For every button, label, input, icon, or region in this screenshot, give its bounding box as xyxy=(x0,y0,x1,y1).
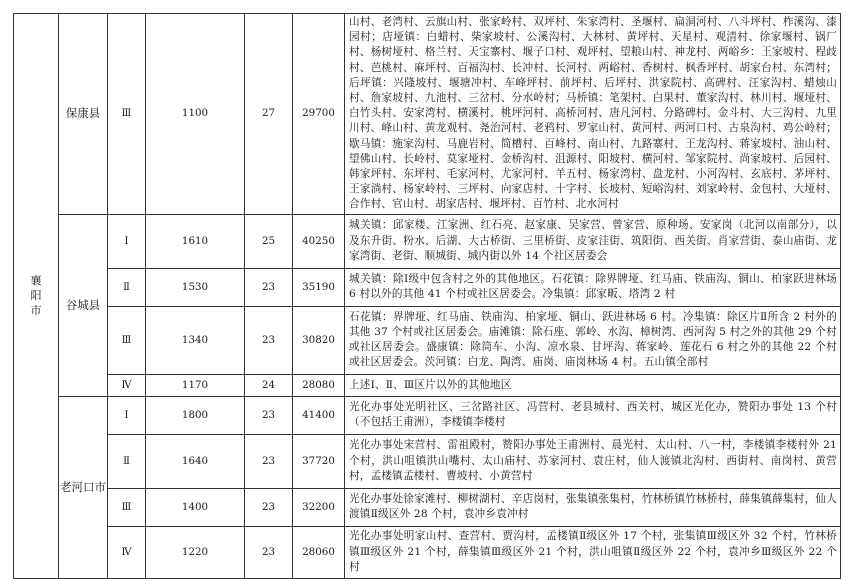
total-cell: 41400 xyxy=(293,396,345,434)
grade-cell: Ⅱ xyxy=(108,434,146,488)
coef-cell: 25 xyxy=(245,214,293,268)
coef-cell: 23 xyxy=(245,526,293,578)
table-row xyxy=(14,488,841,526)
price-cell: 1640 xyxy=(146,434,245,488)
areas-cell: 光化办事处徐家滩村、柳树湖村、辛店岗村，张集镇张集村，竹林桥镇竹林桥村，薛集镇薛集村，仙人渡镇Ⅱ级区外 28 个村，袁冲乡袁冲村 xyxy=(345,488,841,526)
coef-cell: 23 xyxy=(245,434,293,488)
price-cell: 1400 xyxy=(146,488,245,526)
price-cell: 1800 xyxy=(146,396,245,434)
grade-cell: Ⅰ xyxy=(108,214,146,268)
areas-cell: 石花镇：界牌垭、红马庙、铁庙沟、柏家垭、铜山、跃进林场 6 村。冷集镇：除区片Ⅱ所含 2 村外的其他 37 个村或社区居委会。庙滩镇：除石座、郭岭、水沟、樟树湾、西河沟 5 村之外的其他 29 个村或社区居委会。盛康镇：除筒车、小沟、凉水泉、甘坪沟、蒋家岭、莲花石 6 村之外的其他 22 个村或社区居委会。茨河镇：白龙、陶湾、庙岗、庙岗林场 4 村。五山镇全部村 xyxy=(345,306,841,374)
total-cell: 28060 xyxy=(293,526,345,578)
grade-cell: Ⅲ xyxy=(108,306,146,374)
price-cell: 1220 xyxy=(146,526,245,578)
areas-cell: 光化办事处明家山村、查营村、贾沟村，孟楼镇Ⅱ级区外 17 个村，张集镇Ⅲ级区外 32 个村，竹林桥镇Ⅲ级区外 21 个村，薛集镇Ⅲ级区外 21 个村，洪山咀镇Ⅱ级区外 22 个村，袁冲乡Ⅲ级区外 22 个村 xyxy=(345,526,841,578)
county-cell: 保康县 xyxy=(59,14,108,215)
grade-cell: Ⅱ xyxy=(108,268,146,306)
areas-cell: 光化办事处宋营村、雷祖殿村，赞阳办事处王甫洲村、晨光村、太山村、八一村，李楼镇李楼村外 21 个村，洪山咀镇洪山嘴村、太山庙村、苏家河村、袁庄村，仙人渡镇北沟村、西街村、南岗村、黄营村，孟楼镇孟楼村、曹坡村、小黄营村 xyxy=(345,434,841,488)
grade-cell: Ⅳ xyxy=(108,374,146,396)
areas-cell: 上述Ⅰ、Ⅱ、Ⅲ区片以外的其他地区 xyxy=(345,374,841,396)
grade-cell: Ⅰ xyxy=(108,396,146,434)
table-row xyxy=(14,306,841,374)
grade-cell: Ⅳ xyxy=(108,526,146,578)
total-cell: 30820 xyxy=(293,306,345,374)
land-price-table xyxy=(13,13,841,579)
coef-cell: 27 xyxy=(245,14,293,215)
areas-cell: 光化办事处光明社区、三岔路社区、冯营村、老县城村、西关村、城区光化办，赞阳办事处 13 个村（不包括王甫洲），李楼镇李楼村 xyxy=(345,396,841,434)
table-row xyxy=(14,374,841,396)
price-cell: 1610 xyxy=(146,214,245,268)
table-row xyxy=(14,14,841,215)
price-cell: 1340 xyxy=(146,306,245,374)
county-cell: 谷城县 xyxy=(59,214,108,396)
total-cell: 35190 xyxy=(293,268,345,306)
coef-cell: 23 xyxy=(245,306,293,374)
total-cell: 28080 xyxy=(293,374,345,396)
table-row xyxy=(14,214,841,268)
total-cell: 37720 xyxy=(293,434,345,488)
coef-cell: 24 xyxy=(245,374,293,396)
coef-cell: 23 xyxy=(245,488,293,526)
city-cell xyxy=(14,14,59,579)
table-row xyxy=(14,268,841,306)
total-cell: 29700 xyxy=(293,14,345,215)
areas-cell: 城关镇：邱家楼、江家洲、红石亮、赵家康、吴家营、曾家营、原种场、安家岗（北河以南部分），以及东升街、粉水、后湖、大古桥街、三里桥街、皮家洼街、筑阳街、西关街、肖家营街、泰山庙街、龙家湾街、老街、顺城街、城内街以外 14 个社区居委会 xyxy=(345,214,841,268)
city-name: 襄阳市 xyxy=(30,274,42,318)
grade-cell: Ⅲ xyxy=(108,488,146,526)
table-row xyxy=(14,526,841,578)
coef-cell: 23 xyxy=(245,268,293,306)
grade-cell: Ⅲ xyxy=(108,14,146,215)
county-cell: 老河口市 xyxy=(59,396,108,578)
price-cell: 1170 xyxy=(146,374,245,396)
table-row xyxy=(14,396,841,434)
areas-cell: 山村、老湾村、云旗山村、张家岭村、双坪村、朱家湾村、圣堰村、扁洞河村、八斗坪村、柞溪沟、漆园村；店垭镇：白蜡村、柴家坡村、公溪沟村、大林村、黄坪村、天星村、观清村、徐家堰村、锅厂村、杨树垭村、格兰村、天宝寨村、堰子口村、观坪村、望粮山村、神龙村、两峪乡：王家坡村、程歧村、芭桃村、麻坪村、百福沟村、长冲村、长河村、两峪村、香树村、枫香坪村、胡家台村、东湾村；后坪镇：兴隆坡村、堰塘冲村、车峰坪村、前坪村、后坪村、洪家院村、高碑村、汪家沟村、蜡烛山村、詹家坡村、九池村、三岔村、分水岭村；马桥镇：笔架村、白果村、董家沟村、林川村、堰垭村、白竹头村、安家湾村、横溪村、桃坪河村、高桥河村、唐凡河村、分路碑村、金斗村、大三沟村、九里川村、峰山村、黄龙观村、尧治河村、老鸦村、罗家山村、黄河村、两河口村、古泉沟村、鸡公岭村；歇马镇：施家沟村、马鹿岩村、简槽村、百峰村、南山村、九路寨村、王龙沟村、蒋家坡村、油山村、望佛山村、长岭村、莫家垭村、金桥沟村、沮源村、阳坡村、横河村、邹家院村、尚家坡村、后园村、韩家坪村、东坪村、毛家河村、尤家河村、羊五村、杨家湾村、盘龙村、小河沟村、玄底村、茅坪村、王家淌村、杨家岭村、三坪村、向家店村、十字村、长坡村、短峪沟村、刘家岭村、金包村、大垭村、合作村、官山村、胡家店村、堰坪村、百竹村、北水河村 xyxy=(345,14,841,215)
coef-cell: 23 xyxy=(245,396,293,434)
total-cell: 32200 xyxy=(293,488,345,526)
areas-cell: 城关镇：除Ⅰ级中包含村之外的其他地区。石花镇：除界牌垭、红马庙、铁庙沟、铜山、柏家跃进林场 6 村以外的其他 41 个村或社区居委会。冷集镇：邱家畈、塔湾 2 村 xyxy=(345,268,841,306)
price-cell: 1100 xyxy=(146,14,245,215)
price-cell: 1530 xyxy=(146,268,245,306)
table-row xyxy=(14,434,841,488)
total-cell: 40250 xyxy=(293,214,345,268)
